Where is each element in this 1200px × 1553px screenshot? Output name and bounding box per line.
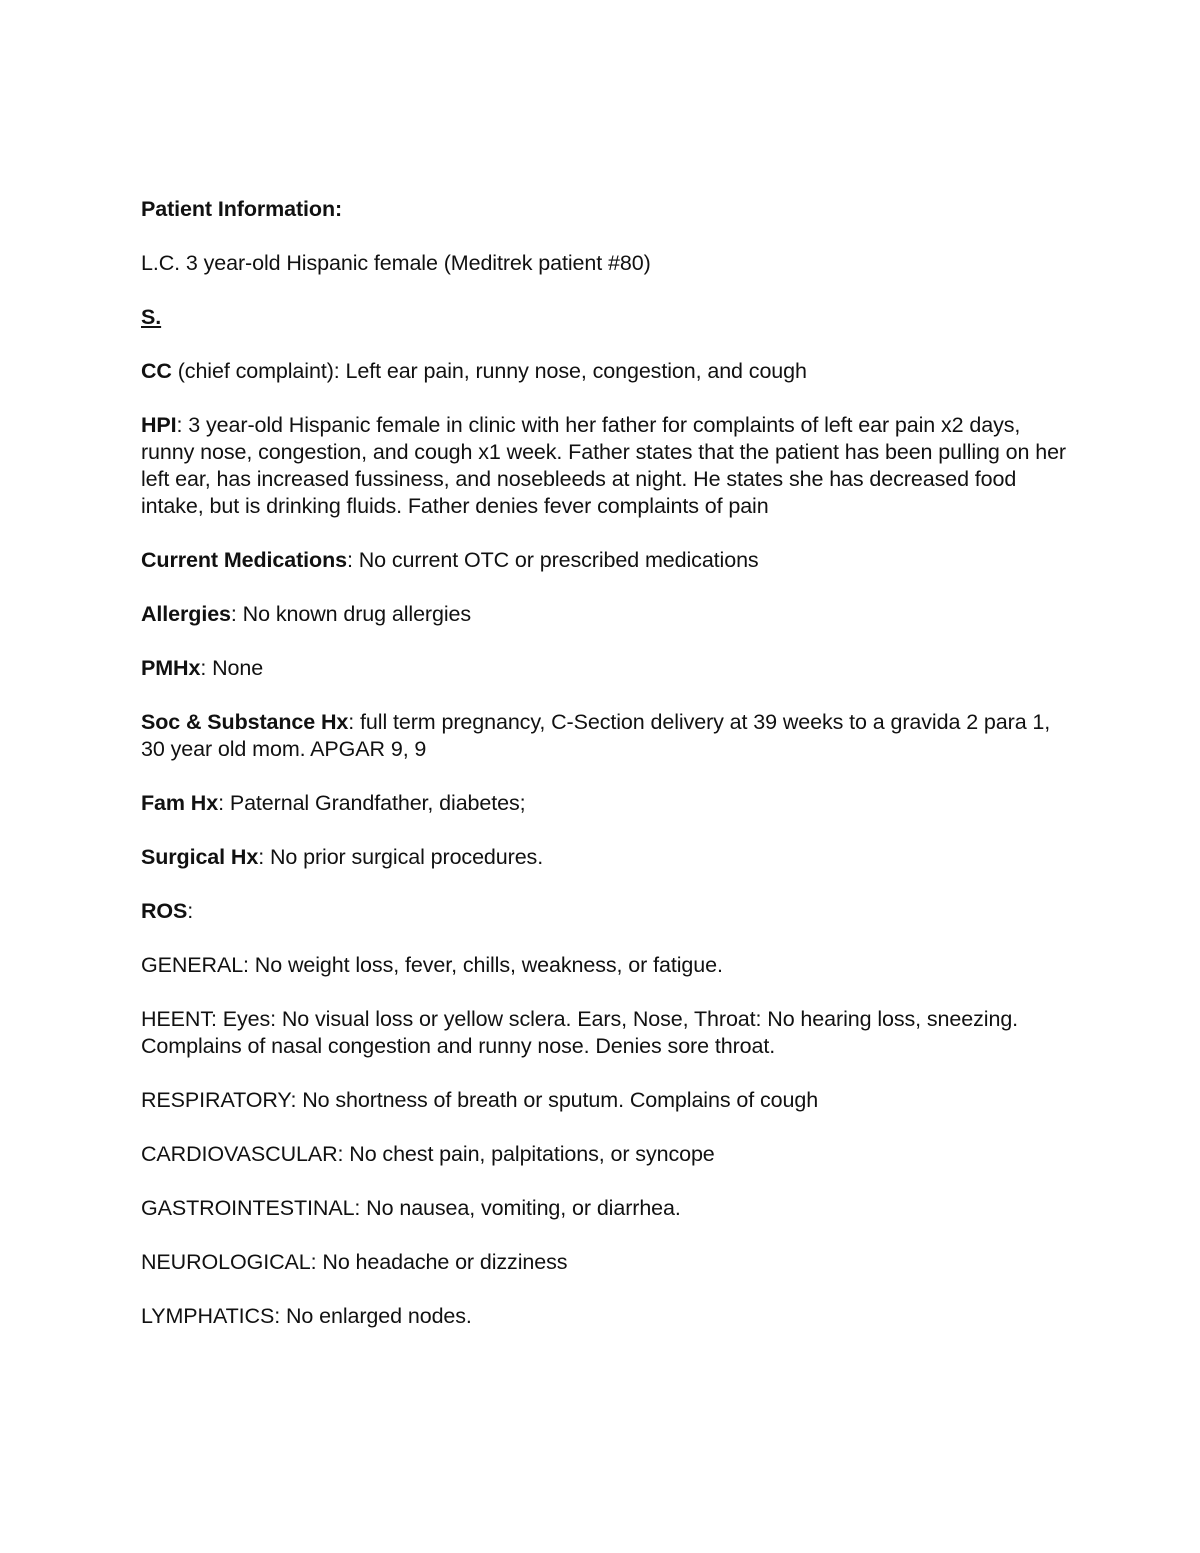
patient-info-heading: Patient Information: <box>141 197 343 221</box>
patient-summary: L.C. 3 year-old Hispanic female (Meditrek patient #80) <box>141 251 651 275</box>
cc-text: (chief complaint): Left ear pain, runny nose, congestion, and cough <box>171 359 807 383</box>
hpi-label: HPI <box>141 413 177 437</box>
fam-hx-section <box>141 790 1071 817</box>
ros-heent: HEENT: Eyes: No visual loss or yellow sclera. Ears, Nose, Throat: No hearing loss, sneezing. Complains of nasal congestion and runny nose. Denies sore throat. <box>141 1007 1019 1058</box>
pmhx-text: : None <box>200 656 264 680</box>
cc-section <box>141 358 1071 385</box>
allergies-section <box>141 601 1071 628</box>
document-body <box>141 196 1071 1357</box>
ros-heading <box>141 898 1071 925</box>
pmhx-label: PMHx <box>141 656 201 680</box>
soc-hx-section <box>141 709 1071 763</box>
ros-cardiovascular: CARDIOVASCULAR: No chest pain, palpitations, or syncope <box>141 1142 715 1166</box>
allergies-label: Allergies <box>141 602 231 626</box>
pmhx-section <box>141 655 1071 682</box>
ros-lymphatics: LYMPHATICS: No enlarged nodes. <box>141 1304 472 1328</box>
medications-section <box>141 547 1071 574</box>
ros-respiratory: RESPIRATORY: No shortness of breath or sputum. Complains of cough <box>141 1088 819 1112</box>
hpi-text: : 3 year-old Hispanic female in clinic with her father for complaints of left ear pain x2 days, runny nose, congestion, and cough x1 week. Father states that the patient has been pulling on her left ear, has increased fussiness, and nosebleeds at night. He states she has decreased food intake, but is drinking fluids. Father denies fever complaints of pain <box>141 413 1066 518</box>
subjective-heading: S. <box>141 305 162 329</box>
medications-text: : No current OTC or prescribed medications <box>346 548 759 572</box>
hpi-section <box>141 412 1071 520</box>
ros-gastrointestinal: GASTROINTESTINAL: No nausea, vomiting, or diarrhea. <box>141 1196 681 1220</box>
fam-hx-label: Fam Hx <box>141 791 219 815</box>
allergies-text: : No known drug allergies <box>230 602 472 626</box>
ros-neurological: NEUROLOGICAL: No headache or dizziness <box>141 1250 568 1274</box>
soc-hx-label: Soc & Substance Hx <box>141 710 349 734</box>
ros-general: GENERAL: No weight loss, fever, chills, weakness, or fatigue. <box>141 953 723 977</box>
surgical-hx-section <box>141 844 1071 871</box>
ros-colon: : <box>187 899 194 923</box>
fam-hx-text: : Paternal Grandfather, diabetes; <box>218 791 526 815</box>
surgical-hx-text: : No prior surgical procedures. <box>258 845 544 869</box>
medications-label: Current Medications <box>141 548 347 572</box>
soc-hx-text: : full term pregnancy, C-Section delivery at 39 weeks to a gravida 2 para 1, 30 year old mom. APGAR 9, 9 <box>141 710 1051 761</box>
surgical-hx-label: Surgical Hx <box>141 845 259 869</box>
ros-label: ROS <box>141 899 188 923</box>
cc-label: CC <box>141 359 172 383</box>
